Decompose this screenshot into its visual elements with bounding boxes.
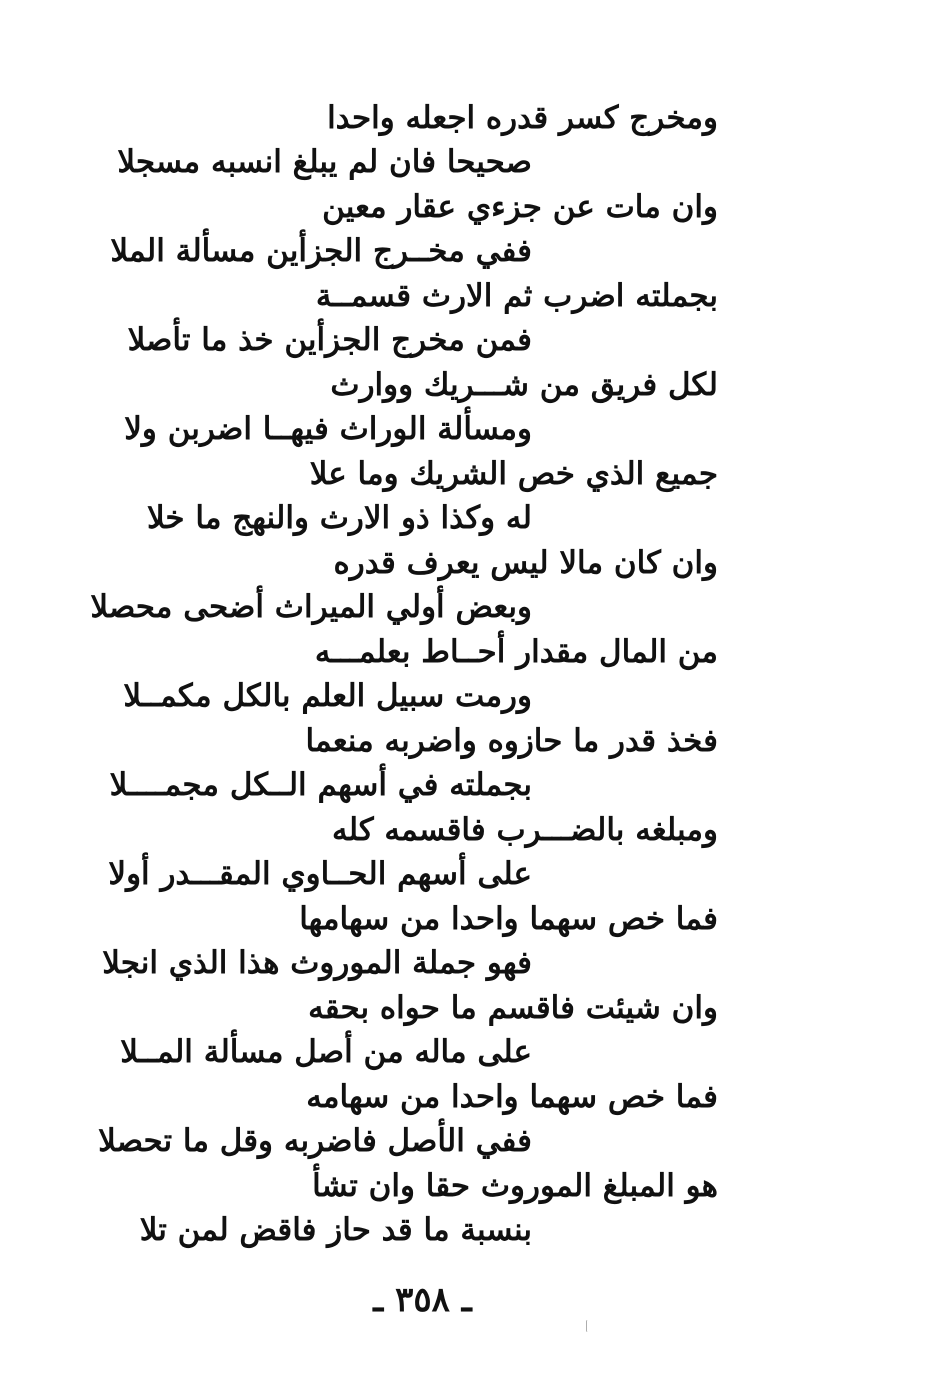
- scan-mark: [586, 1320, 589, 1332]
- verse-9-second-hemistich: على أسهم الحــاوي المقـــدر أولا: [108, 856, 532, 892]
- verse-7-first-hemistich: من المال مقدار أحــاط بعلمـــه: [314, 634, 718, 670]
- verse-10-second-hemistich: فهو جملة الموروث هذا الذي انجلا: [102, 945, 532, 981]
- verse-4-second-hemistich: ومسألة الوراث فيهــا اضربن ولا: [124, 411, 532, 447]
- verse-4-first-hemistich: لكل فريق من شـــريك ووارث: [330, 367, 718, 403]
- verse-8-first-hemistich: فخذ قدر ما حازوه واضربه منعما: [305, 723, 718, 759]
- verse-10-first-hemistich: فما خص سهما واحدا من سهامها: [299, 901, 718, 937]
- verse-13-second-hemistich: بنسبة ما قد حاز فاقض لمن تلا: [139, 1212, 532, 1248]
- verse-3-first-hemistich: بجملته اضرب ثم الارث قسمــة: [315, 278, 718, 314]
- verse-5-first-hemistich: جميع الذي خص الشريك وما علا: [309, 456, 718, 492]
- verse-13-first-hemistich: هو المبلغ الموروث حقا وان تشأ: [312, 1168, 718, 1204]
- verse-5-second-hemistich: له وكذا ذو الارث والنهج ما خلا: [146, 500, 532, 536]
- verse-2-second-hemistich: ففي مخــرج الجزأين مسألة الملا: [110, 233, 532, 269]
- verse-12-second-hemistich: ففي الأصل فاضربه وقل ما تحصلا: [98, 1123, 532, 1159]
- verse-6-second-hemistich: وبعض أولي الميراث أضحى محصلا: [90, 589, 532, 625]
- verse-2-first-hemistich: وان مات عن جزءي عقار معين: [322, 189, 718, 225]
- verse-8-second-hemistich: بجملته في أسهم الــكل مجمــــلا: [109, 767, 532, 803]
- verse-3-second-hemistich: فمن مخرج الجزأين خذ ما تأصلا: [127, 322, 532, 358]
- verse-1-second-hemistich: صحيحا فان لم يبلغ انسبه مسجلا: [117, 144, 532, 180]
- verse-11-first-hemistich: وان شيئت فاقسم ما حواه بحقه: [308, 990, 718, 1026]
- verse-7-second-hemistich: ورمت سبيل العلم بالكل مكمــلا: [123, 678, 532, 714]
- verse-12-first-hemistich: فما خص سهما واحدا من سهامه: [306, 1079, 718, 1115]
- verse-11-second-hemistich: على ماله من أصل مسألة المــلا: [120, 1034, 532, 1070]
- page-number: ـ ٣٥٨ ـ: [373, 1280, 472, 1320]
- verse-9-first-hemistich: ومبلغه بالضـــرب فاقسمه كله: [331, 812, 718, 848]
- verse-1-first-hemistich: ومخرج كسر قدره اجعله واحدا: [327, 100, 718, 136]
- verse-6-first-hemistich: وان كان مالا ليس يعرف قدره: [333, 545, 718, 581]
